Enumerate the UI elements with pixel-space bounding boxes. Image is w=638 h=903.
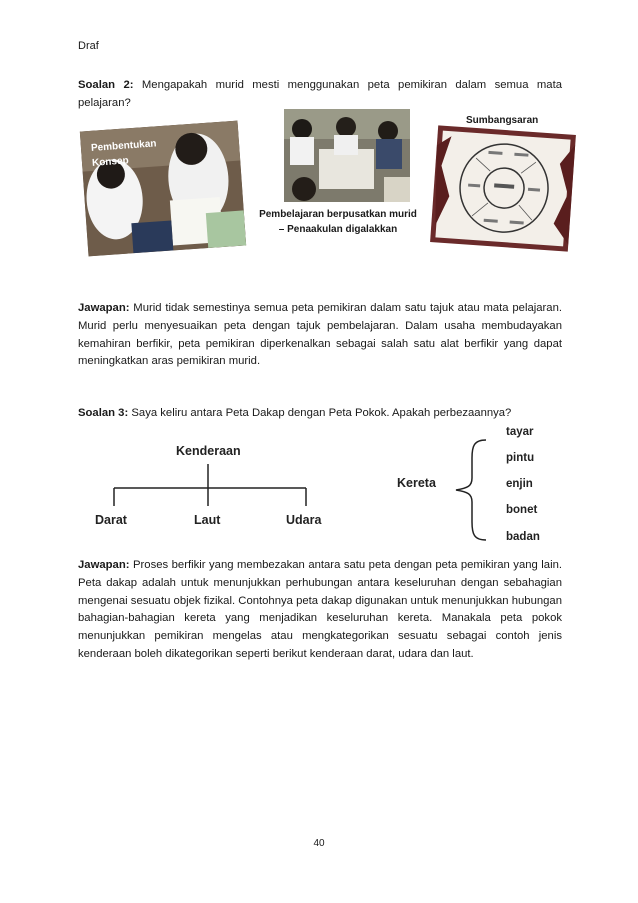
question-2-text: Mengapakah murid mesti menggunakan peta pemikiran dalam semua mata pelajaran?: [78, 79, 562, 109]
photo-concept-formation-caption: Pembentukan Konsep: [90, 138, 157, 169]
brace-map-whole: Kereta: [397, 476, 436, 490]
question-3: [78, 405, 562, 423]
answer-3-text: Proses berfikir yang membezakan antara satu peta dengan peta pemikiran yang lain. Peta dakap adalah untuk menunjukkan perhubungan antara keseluruhan dengan sebahagian mengenai sesuatu objek fizikal. Contohnya peta dakap digunakan untuk menunjukkan hubungan bahagian-bahagian kereta yang menjadikan keseluruhan kereta. Manakala peta pokok menunjukkan pemikiran mengelas atau mengkategorikan sesuatu sebagai contoh jenis kenderaan boleh dikategorikan seperti berikut kenderaan darat, udara dan laut.: [78, 559, 563, 660]
header-label: Draf: [78, 40, 99, 52]
photo-student-centered-caption: Pembelajaran berpusatkan murid – Penaakulan digalakkan: [259, 209, 417, 235]
answer-2: [78, 300, 562, 371]
photo-concept-formation: [80, 121, 246, 257]
photo-student-centered-image: [284, 109, 410, 202]
photo-brainstorm: [430, 125, 576, 251]
answer-2-text: Murid tidak semestinya semua peta pemikiran dalam satu tajuk atau mata pelajaran. Murid perlu menyesuaikan peta dengan tajuk pembelajaran. Dalam usaha membudayakan kemahiran berfikir, peta pemikiran diperkenalkan sebagai salah satu alat berfikir yang dapat meningkatkan aras pemikiran murid.: [78, 302, 562, 368]
page-number: 40: [313, 838, 325, 849]
question-3-prefix: Soalan 3:: [78, 407, 129, 419]
tree-map-child: Darat: [95, 513, 127, 527]
brace-map-part: pintu: [506, 452, 535, 464]
tree-map-child: Laut: [194, 513, 221, 527]
answer-3: [78, 557, 562, 664]
tree-map-lines: [100, 462, 320, 510]
question-2-prefix: Soalan 2:: [78, 79, 134, 91]
brace-map-part: enjin: [506, 478, 533, 490]
question-3-text: Saya keliru antara Peta Dakap dengan Peta Pokok. Apakah perbezaannya?: [131, 407, 512, 419]
question-2: [78, 77, 562, 113]
brace-map-part: badan: [506, 531, 540, 543]
photo-brainstorm-caption: Sumbangsaran: [466, 115, 539, 126]
answer-3-prefix: Jawapan:: [78, 559, 130, 571]
brace-map-part: bonet: [506, 504, 538, 516]
photo-student-centered: [284, 109, 410, 202]
tree-map-root: Kenderaan: [176, 444, 241, 458]
brace-map-part: tayar: [506, 426, 534, 438]
tree-map-child: Udara: [286, 513, 322, 527]
brace-map-brace: [450, 438, 490, 542]
photo-brainstorm-image: [430, 125, 576, 251]
answer-2-prefix: Jawapan:: [78, 302, 130, 314]
